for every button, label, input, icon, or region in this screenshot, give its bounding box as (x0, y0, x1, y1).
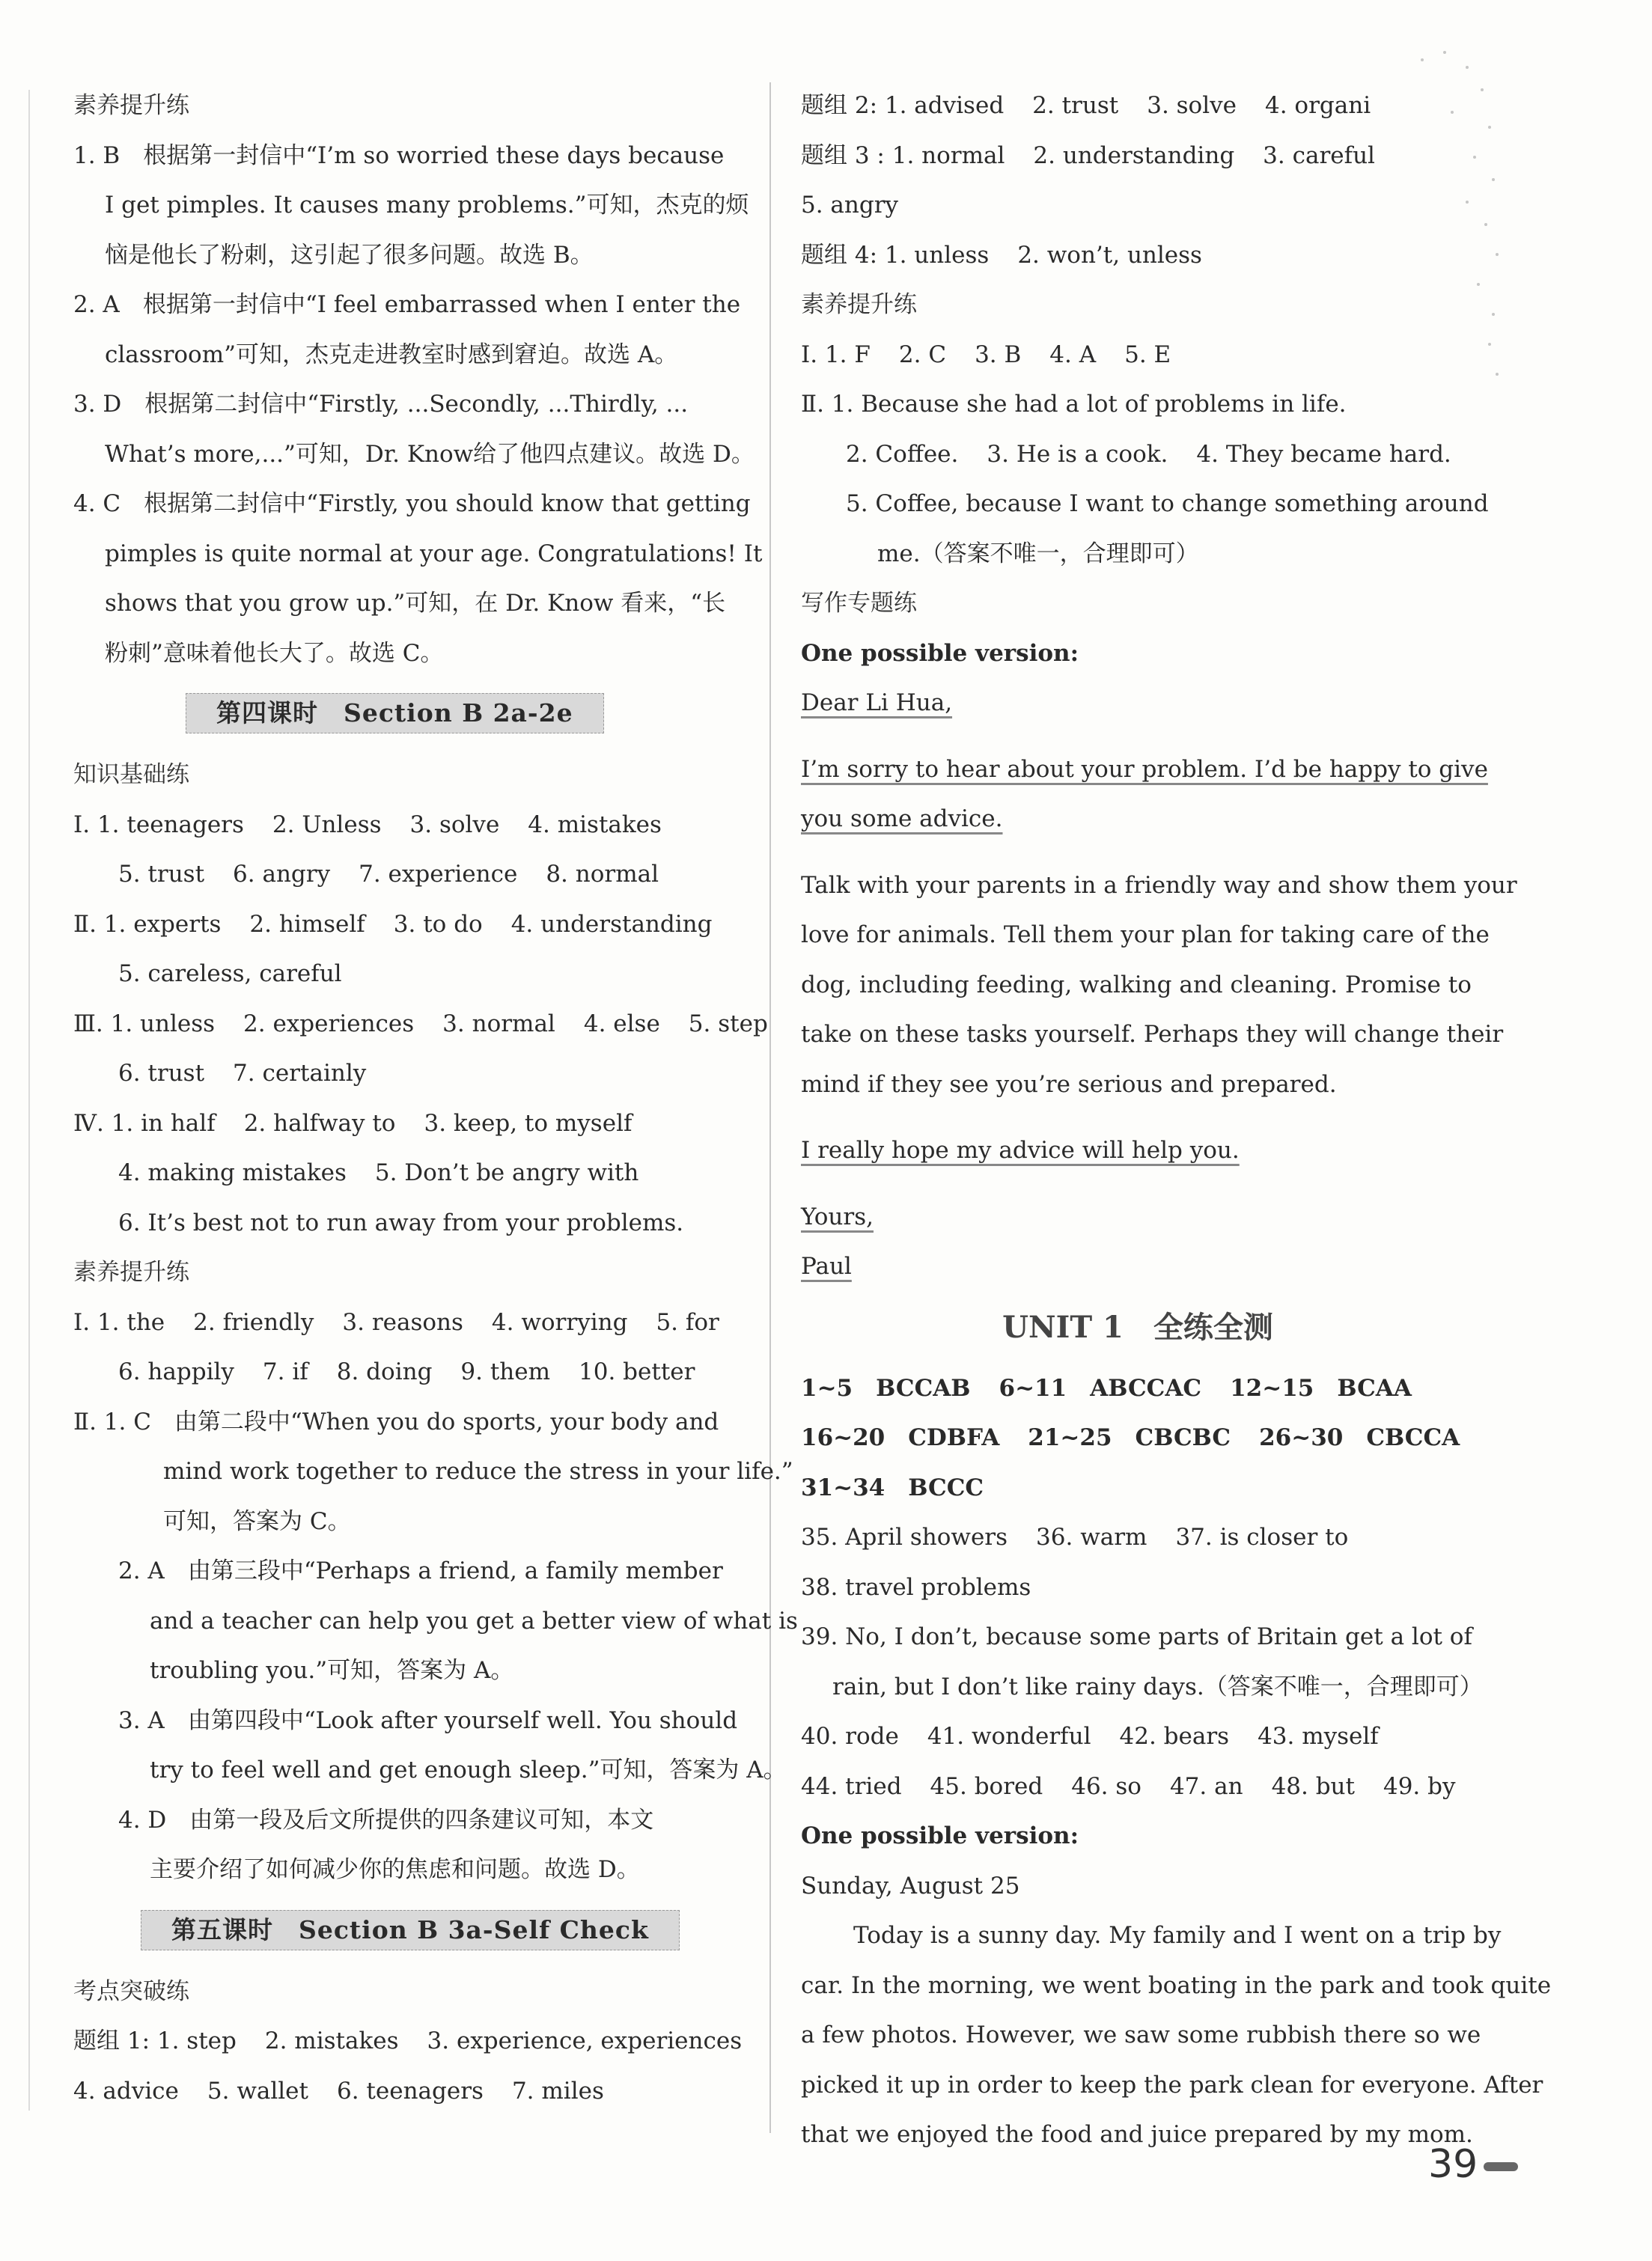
answer-line: me.（答案不唯一，合理即可） (877, 540, 1199, 567)
answer-item: 4. A (1049, 341, 1097, 368)
diary-line: a few photos. However, we saw some rubbish there so we (801, 2022, 1481, 2048)
answer-item: 7. miles (511, 2077, 604, 2105)
letter-line: Talk with your parents in a friendly way and show them your (801, 871, 1517, 899)
answer-item: 48. but (1271, 1772, 1355, 1800)
answer-item: 3. reasons (342, 1308, 463, 1336)
answer-item: 40. rode (801, 1723, 899, 1750)
answer-item: 6. angry (233, 861, 331, 888)
answer-line (801, 1712, 1475, 1762)
answer-item: Ⅲ. 1. unless (73, 1010, 216, 1037)
answer-item: 题组 1: 1. step (73, 2027, 237, 2054)
answer-item: 3. to do (393, 910, 483, 938)
answer-line (801, 1762, 1475, 1812)
answer-item: 1~5 BCCAB (801, 1374, 971, 1402)
answer-item: 5. trust (118, 861, 205, 888)
answer-item: 2. C (898, 341, 947, 368)
answer-line (73, 900, 743, 950)
diary-line: car. In the morning, we went boating in the park and took quite (801, 1971, 1552, 1999)
answer-item: 6~11 ABCCAC (999, 1374, 1202, 1402)
section-heading: 考点突破练 (73, 1977, 189, 2005)
answer-item: 37. is closer to (1175, 1524, 1349, 1551)
answer-item: Ⅰ. 1. the (73, 1308, 165, 1336)
answer-item: Ⅳ. 1. in half (73, 1109, 216, 1137)
answer-item: 3. B (975, 341, 1022, 368)
answer-item: 5. wallet (207, 2077, 308, 2105)
answer-line: 主要介绍了如何减少你的焦虑和问题。故选 D。 (150, 1856, 640, 1883)
answer-item: 5. Don’t be angry with (374, 1159, 639, 1186)
version-label: One possible version: (801, 1822, 1079, 1849)
answer-line (73, 849, 743, 900)
answer-item: 3. keep, to myself (424, 1109, 633, 1137)
answer-item: 3. solve (409, 811, 500, 838)
answer-line (73, 1298, 743, 1348)
answer-line: 3. D 根据第二封信中“Firstly, ...Secondly, ...Thirdly, ... (73, 391, 689, 418)
answer-item: 3. solve (1147, 92, 1237, 119)
answer-line: 2. A 由第三段中“Perhaps a friend, a family member (118, 1557, 723, 1584)
answer-line: 粉刺”意味着他长大了。故选 C。 (105, 639, 444, 667)
answer-item: 题组 3 : 1. normal (801, 141, 1005, 169)
answer-item: 26~30 CBCCA (1259, 1424, 1460, 1451)
answer-item: 3. He is a cook. (987, 440, 1168, 468)
left-margin-rule (28, 90, 30, 2111)
answer-line: 恼是他长了粉刺，这引起了很多问题。故选 B。 (105, 241, 594, 269)
answer-line: pimples is quite normal at your age. Congratulations! It (105, 540, 763, 567)
answer-line: shows that you grow up.”可知，在 Dr. Know 看来，“长 (105, 590, 726, 617)
answer-item: 16~20 CDBFA (801, 1424, 1000, 1451)
answer-line (73, 2016, 743, 2066)
answer-item: 2. Coffee. (846, 440, 959, 468)
answer-line: troubling you.”可知，答案为 A。 (150, 1657, 514, 1684)
answer-item: 4. else (583, 1010, 660, 1037)
answer-item: 4. advice (73, 2077, 179, 2105)
section-heading: 素养提升练 (73, 92, 189, 119)
answer-line: 1. B 根据第一封信中“I’m so worried these days because (73, 141, 725, 169)
letter-line: love for animals. Tell them your plan for taking care of the (801, 921, 1490, 948)
answer-line: 39. No, I don’t, because some parts of Britain get a lot of (801, 1623, 1472, 1650)
answer-item: Ⅱ. 1. experts (73, 910, 222, 938)
answer-item: 10. better (579, 1358, 695, 1385)
diary-line: Today is a sunny day. My family and I went on a trip by (853, 1922, 1502, 1949)
lesson-banner (73, 678, 743, 750)
answer-line: rain, but I don’t like rainy days.（答案不唯一，合理即可） (832, 1673, 1483, 1700)
answer-item: 6. happily (118, 1358, 234, 1385)
answer-item: 3. experience, experiences (427, 2027, 743, 2054)
diary-line: that we enjoyed the food and juice prepared by my mom. (801, 2121, 1473, 2148)
answer-line (73, 1347, 743, 1397)
letter-line: I’m sorry to hear about your problem. I’d be happy to give (801, 755, 1488, 783)
letter-line: take on these tasks yourself. Perhaps they will change their (801, 1021, 1504, 1048)
letter-line: dog, including feeding, walking and cleaning. Promise to (801, 971, 1472, 998)
answer-line: 31~34 BCCC (801, 1474, 984, 1501)
answer-item: 8. normal (546, 861, 659, 888)
lesson-banner (73, 1895, 743, 1967)
letter-signature: Paul (801, 1253, 852, 1280)
page-number-value: 39 (1428, 2142, 1478, 2187)
section-heading: 写作专题练 (801, 590, 917, 617)
section-heading: 素养提升练 (801, 291, 917, 318)
answer-line: 5. careless, careful (118, 960, 342, 987)
answer-item: 4. mistakes (528, 811, 662, 838)
corner-stamp-decoration (1400, 30, 1505, 389)
version-label: One possible version: (801, 639, 1079, 667)
answer-line: 4. D 由第一段及后文所提供的四条建议可知，本文 (118, 1806, 654, 1834)
answer-item: 2. won’t, unless (1017, 241, 1202, 269)
diary-date: Sunday, August 25 (801, 1872, 1020, 1900)
answer-line (801, 430, 1475, 480)
answer-item: 2. himself (249, 910, 365, 938)
lesson-banner-label: 第五课时 Section B 3a-Self Check (141, 1910, 680, 1950)
answer-line (801, 1413, 1475, 1463)
answer-item: 7. certainly (233, 1060, 367, 1087)
answer-item: 3. careful (1263, 141, 1375, 169)
letter-greeting: Dear Li Hua, (801, 689, 953, 716)
answer-item: 2. friendly (193, 1308, 314, 1336)
answer-item: 45. bored (930, 1772, 1043, 1800)
answer-line: 5. angry (801, 192, 899, 219)
answer-item: 2. halfway to (243, 1109, 396, 1137)
answer-line: try to feel well and get enough sleep.”可知，答案为 A。 (150, 1757, 787, 1784)
answer-item: 7. experience (359, 861, 518, 888)
answer-item: 7. if (262, 1358, 308, 1385)
answer-line (73, 800, 743, 850)
answer-item: 5. E (1124, 341, 1171, 368)
answer-line (801, 1513, 1475, 1563)
answer-item: 21~25 CBCBC (1028, 1424, 1231, 1451)
answer-item: 题组 4: 1. unless (801, 241, 990, 269)
answer-item: 6. teenagers (337, 2077, 484, 2105)
answer-item: 2. experiences (243, 1010, 415, 1037)
answer-line (801, 131, 1475, 181)
answer-line: classroom”可知，杰克走进教室时感到窘迫。故选 A。 (105, 341, 678, 368)
answer-line: 38. travel problems (801, 1573, 1031, 1601)
answer-item: 9. them (460, 1358, 551, 1385)
answer-item: 5. for (656, 1308, 719, 1336)
answer-item: 4. They became hard. (1196, 440, 1451, 468)
lesson-banner-label: 第四课时 Section B 2a-2e (186, 693, 604, 733)
answer-item: 2. Unless (272, 811, 382, 838)
answer-item: 2. understanding (1033, 141, 1235, 169)
left-column (73, 81, 798, 2116)
answer-item: 题组 2: 1. advised (801, 92, 1005, 119)
answer-line (73, 1148, 743, 1198)
answer-line: 可知，答案为 C。 (163, 1507, 351, 1535)
answer-item: 2. mistakes (264, 2027, 399, 2054)
answer-item: 4. worrying (491, 1308, 628, 1336)
answer-item: 44. tried (801, 1772, 902, 1800)
answer-item: 41. wonderful (927, 1723, 1091, 1750)
answer-line (73, 999, 768, 1049)
answer-item: 46. so (1071, 1772, 1142, 1800)
answer-item: 5. step (688, 1010, 768, 1037)
answer-line (801, 330, 1475, 380)
answer-item: 4. understanding (510, 910, 713, 938)
right-column (801, 81, 1552, 2160)
answer-line: Ⅱ. 1. C 由第二段中“When you do sports, your body and (73, 1408, 719, 1435)
letter-closing: Yours, (801, 1203, 874, 1230)
answer-item: 47. an (1169, 1772, 1243, 1800)
answer-line: 3. A 由第四段中“Look after yourself well. You should (118, 1706, 738, 1734)
answer-line (801, 231, 1475, 281)
unit-title: UNIT 1 全练全测 (1002, 1309, 1273, 1345)
answer-line: 6. It’s best not to run away from your problems. (118, 1209, 684, 1236)
answer-item: 35. April showers (801, 1524, 1008, 1551)
page-number (1428, 2142, 1518, 2187)
answer-item: 3. normal (442, 1010, 555, 1037)
answer-line (801, 1364, 1475, 1414)
answer-line: I get pimples. It causes many problems.”可知，杰克的烦 (105, 192, 749, 219)
answer-line (73, 1099, 743, 1149)
answer-item: Ⅰ. 1. F (801, 341, 871, 368)
answer-item: 42. bears (1119, 1723, 1230, 1750)
letter-line: I really hope my advice will help you. (801, 1137, 1240, 1164)
answer-line: Ⅱ. 1. Because she had a lot of problems in life. (801, 391, 1347, 418)
answer-item: 4. making mistakes (118, 1159, 347, 1186)
section-heading: 素养提升练 (73, 1259, 189, 1286)
answer-item: 36. warm (1036, 1524, 1147, 1551)
page-number-bar (1484, 2162, 1518, 2171)
answer-line (73, 1049, 743, 1099)
answer-line (801, 81, 1475, 131)
answer-item: 8. doing (336, 1358, 433, 1385)
answer-line: 2. A 根据第一封信中“I feel embarrassed when I enter the (73, 291, 741, 318)
answer-line (73, 2066, 743, 2117)
answer-item: 2. trust (1032, 92, 1119, 119)
answer-item: Ⅰ. 1. teenagers (73, 811, 244, 838)
answer-item: 6. trust (118, 1060, 205, 1087)
answer-line: mind work together to reduce the stress in your life.” (163, 1458, 793, 1485)
answer-line: 5. Coffee, because I want to change something around (846, 490, 1489, 517)
answer-line: and a teacher can help you get a better view of what is (150, 1607, 798, 1635)
column-divider (769, 82, 771, 2133)
letter-line: you some advice. (801, 805, 1003, 832)
answer-item: 12~15 BCAA (1230, 1374, 1412, 1402)
diary-line: picked it up in order to keep the park clean for everyone. After (801, 2071, 1543, 2099)
answer-line: 4. C 根据第二封信中“Firstly, you should know that getting (73, 490, 751, 517)
answer-item: 4. organi (1265, 92, 1371, 119)
answer-line: What’s more,...”可知，Dr. Know给了他四点建议。故选 D。 (105, 440, 755, 468)
section-heading: 知识基础练 (73, 761, 189, 788)
answer-item: 43. myself (1258, 1723, 1379, 1750)
letter-line: mind if they see you’re serious and prepared. (801, 1070, 1337, 1098)
answer-item: 49. by (1383, 1772, 1456, 1800)
